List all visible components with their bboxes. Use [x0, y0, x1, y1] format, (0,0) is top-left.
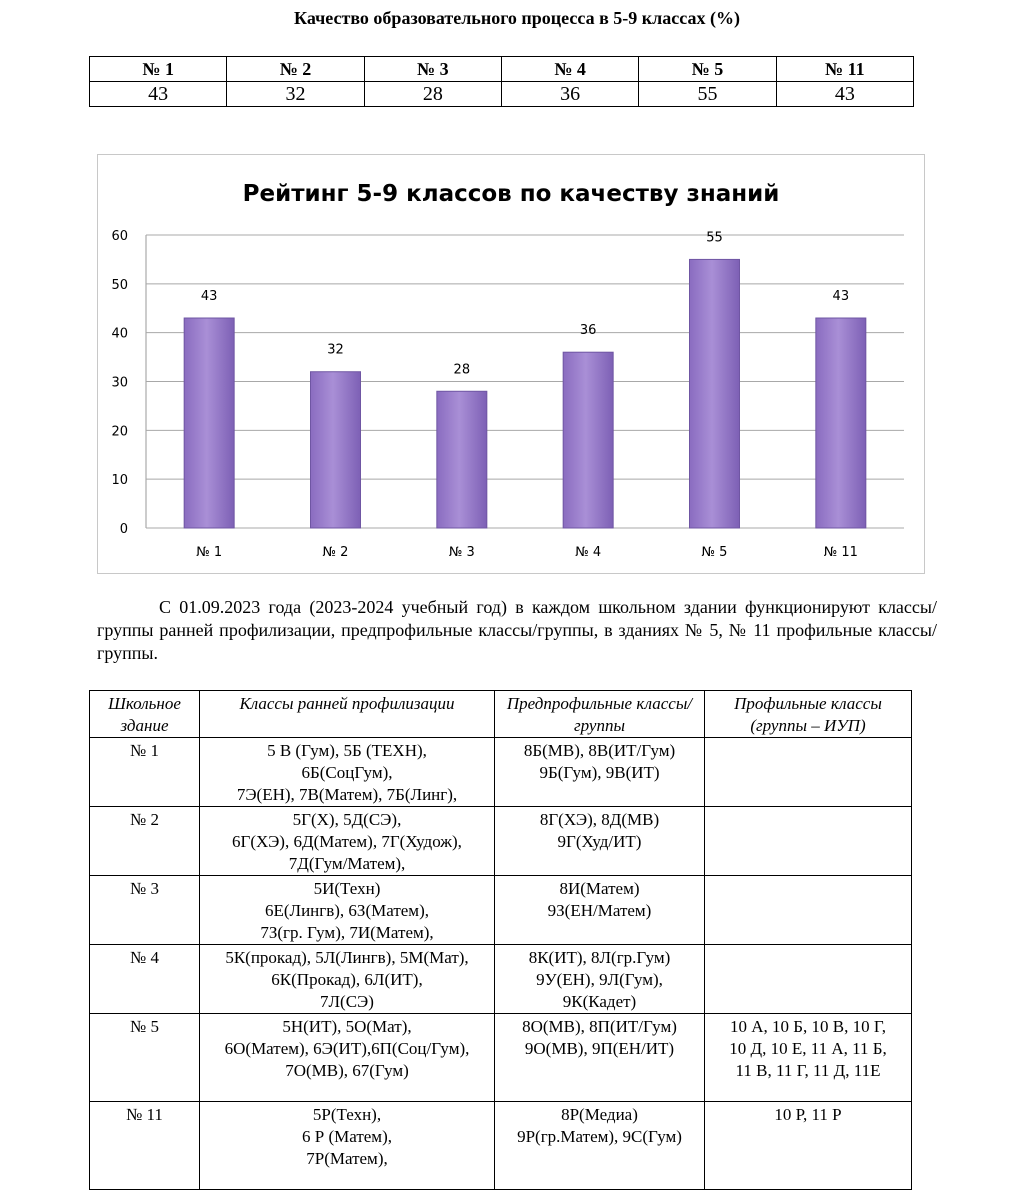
cell-line: 5Р(Техн),: [312, 1105, 382, 1124]
cell-line: 7Р(Матем),: [306, 1149, 388, 1168]
y-tick-label: 60: [111, 229, 128, 244]
profile-cell: [705, 738, 912, 807]
cell-line: 5К(прокад), 5Л(Лингв), 5М(Мат),: [225, 948, 469, 967]
data-label: 43: [200, 289, 218, 305]
profile-table-row: [90, 876, 912, 945]
y-tick-label: 40: [111, 326, 128, 342]
bar-4: [563, 352, 613, 528]
cell-line: 8Б(МВ), 8В(ИТ/Гум): [523, 741, 676, 760]
cell-line: 8Г(ХЭ), 8Д(МВ): [539, 810, 660, 829]
pre-profile-cell: [495, 945, 705, 1014]
cell-line: 9Б(Гум), 9В(ИТ): [539, 763, 660, 782]
cell-line: 11 В, 11 Г, 11 Д, 11Е: [735, 1061, 881, 1080]
pre-profile-cell: [495, 1014, 705, 1102]
profile-cell: [705, 876, 912, 945]
cell-line: 5Н(ИТ), 5О(Мат),: [282, 1017, 412, 1036]
cell-line: 7Э(ЕН), 7В(Матем), 7Б(Линг),: [236, 785, 458, 804]
bar-5: [690, 259, 740, 528]
profile-classes-table: [89, 690, 912, 1190]
profile-table-row: [90, 945, 912, 1014]
pre-profile-cell: [495, 1102, 705, 1190]
quality-table-value-row: [90, 82, 914, 107]
data-label: 55: [706, 230, 723, 246]
y-tick-label: 20: [111, 424, 128, 440]
profile-cell: [705, 1102, 912, 1190]
quality-value-cell: 36: [501, 82, 638, 107]
quality-table-header-row: [90, 57, 914, 82]
profile-cell: [705, 807, 912, 876]
cell-line: 10 А, 10 Б, 10 В, 10 Г,: [729, 1017, 887, 1036]
cell-line: 9Г(Худ/ИТ): [557, 832, 642, 851]
cell-line: 9К(Кадет): [562, 992, 637, 1011]
cell-line: 9У(ЕН), 9Л(Гум),: [536, 970, 663, 989]
building-cell: № 2: [90, 807, 200, 876]
header-profile: Профильные классы (группы – ИУП): [705, 691, 912, 738]
quality-value-cell: 43: [776, 82, 913, 107]
early-profiling-cell: [200, 807, 495, 876]
quality-header-cell: № 3: [364, 57, 501, 82]
pre-profile-cell: [495, 738, 705, 807]
building-cell: № 4: [90, 945, 200, 1014]
x-tick-label: № 3: [448, 545, 475, 560]
building-cell: № 5: [90, 1014, 200, 1102]
data-label: 28: [453, 362, 471, 378]
building-cell: № 3: [90, 876, 200, 945]
early-profiling-cell: [200, 876, 495, 945]
header-early-profiling: Классы ранней профилизации: [200, 691, 495, 738]
bar-3: [437, 391, 487, 528]
cell-line: 6О(Матем), 6Э(ИТ),6П(Соц/Гум),: [224, 1039, 470, 1058]
cell-line: 8Р(Медиа): [561, 1105, 638, 1124]
quality-header-cell: № 2: [227, 57, 364, 82]
profile-table-row: [90, 1102, 912, 1190]
cell-line: 6 Р (Матем),: [302, 1127, 392, 1146]
quality-table: [89, 56, 914, 107]
bar-1: [184, 318, 234, 528]
chart-title: Рейтинг 5-9 классов по качеству знаний: [242, 181, 780, 207]
cell-line: 7Л(СЭ): [320, 992, 374, 1011]
y-tick-label: 0: [119, 522, 128, 537]
building-cell: № 1: [90, 738, 200, 807]
early-profiling-cell: [200, 945, 495, 1014]
header-pre-profile: Предпрофильные классы/группы: [495, 691, 705, 738]
profile-table-row: [90, 1014, 912, 1102]
profile-table-header-row: [90, 691, 912, 738]
cell-line: 8И(Матем): [559, 879, 640, 898]
cell-line: 9З(ЕН/Матем): [547, 901, 652, 920]
x-tick-label: № 4: [575, 545, 602, 560]
y-tick-label: 30: [111, 375, 128, 391]
pre-profile-cell: [495, 807, 705, 876]
building-cell: № 11: [90, 1102, 200, 1190]
pre-profile-cell: [495, 876, 705, 945]
cell-line: 8К(ИТ), 8Л(гр.Гум): [528, 948, 671, 967]
header-building: Школьное здание: [90, 691, 200, 738]
document-title: Качество образовательного процесса в 5-9 классах (%): [294, 8, 740, 28]
profile-table-row: [90, 807, 912, 876]
cell-line: 7Д(Гум/Матем),: [288, 854, 406, 873]
cell-line: 10 Р, 11 Р: [774, 1105, 842, 1124]
quality-value-cell: 32: [227, 82, 364, 107]
paragraph-text: С 01.09.2023 года (2023-2024 учебный год) в каждом школьном здании функционируют классы/группы ранней профилизации, предпрофильные классы/группы, в зданиях № 5, № 11 профильные классы/группы.: [97, 597, 937, 663]
quality-header-cell: № 4: [501, 57, 638, 82]
cell-line: 7О(МВ), 67(Гум): [285, 1061, 409, 1080]
cell-line: 5 В (Гум), 5Б (ТЕХН),: [267, 741, 427, 760]
early-profiling-cell: [200, 1014, 495, 1102]
bar-6: [816, 318, 866, 528]
profile-table-row: [90, 738, 912, 807]
y-tick-label: 10: [111, 473, 128, 489]
cell-line: 9О(МВ), 9П(ЕН/ИТ): [524, 1039, 675, 1058]
quality-value-cell: 43: [90, 82, 227, 107]
x-tick-label: № 1: [196, 545, 223, 560]
chart-canvas: [98, 155, 924, 573]
cell-line: 5И(Техн): [313, 879, 381, 898]
x-tick-label: № 5: [701, 545, 728, 560]
cell-line: 9Р(гр.Матем), 9С(Гум): [517, 1127, 682, 1146]
quality-value-cell: 55: [639, 82, 776, 107]
quality-bar-chart: [97, 154, 925, 574]
quality-header-cell: № 1: [90, 57, 227, 82]
data-label: 36: [579, 323, 597, 339]
cell-line: 7З(гр. Гум), 7И(Матем),: [260, 923, 434, 942]
quality-header-cell: № 11: [776, 57, 913, 82]
profile-cell: [705, 945, 912, 1014]
cell-line: 6Б(СоцГум),: [301, 763, 393, 782]
bar-2: [311, 372, 361, 528]
cell-line: 6К(Прокад), 6Л(ИТ),: [271, 970, 423, 989]
quality-header-cell: № 5: [639, 57, 776, 82]
cell-line: 6Е(Лингв), 6З(Матем),: [265, 901, 429, 920]
profile-cell: [705, 1014, 912, 1102]
cell-line: 10 Д, 10 Е, 11 А, 11 Б,: [729, 1039, 887, 1058]
cell-line: 8О(МВ), 8П(ИТ/Гум): [522, 1017, 677, 1036]
x-tick-label: № 11: [823, 545, 858, 560]
y-tick-label: 50: [111, 277, 128, 293]
cell-line: 5Г(Х), 5Д(СЭ),: [292, 810, 402, 829]
early-profiling-cell: [200, 738, 495, 807]
cell-line: 6Г(ХЭ), 6Д(Матем), 7Г(Худож),: [232, 832, 462, 851]
early-profiling-cell: [200, 1102, 495, 1190]
profiling-paragraph: [97, 596, 937, 665]
x-tick-label: № 2: [322, 545, 349, 560]
data-label: 32: [327, 342, 344, 358]
quality-value-cell: 28: [364, 82, 501, 107]
data-label: 43: [832, 289, 850, 305]
